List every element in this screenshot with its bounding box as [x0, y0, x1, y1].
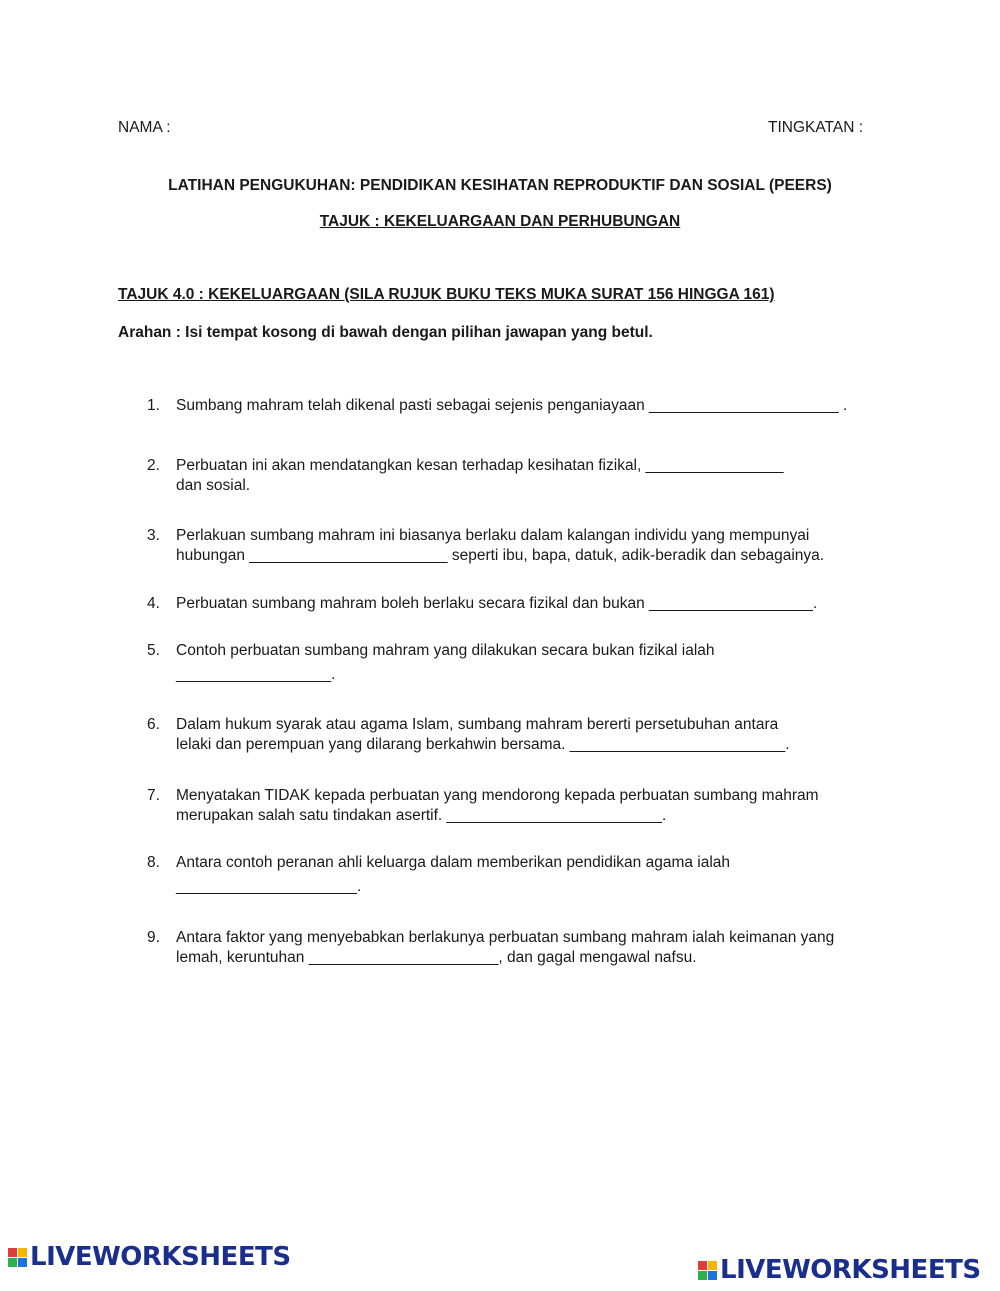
worksheet-subtitle: TAJUK : KEKELUARGAAN DAN PERHUBUNGAN	[319, 213, 681, 230]
question-line: merupakan salah satu tindakan asertif. _________________________.	[176, 807, 667, 824]
instruction-text: Arahan : Isi tempat kosong di bawah dengan pilihan jawapan yang betul.	[118, 324, 653, 341]
brand-text: LIVEWORKSHEETS	[720, 1255, 981, 1285]
question-number: 4.	[147, 595, 160, 612]
question-number: 8.	[147, 854, 160, 871]
question-line: Perbuatan sumbang mahram boleh berlaku secara fizikal dan bukan ___________________.	[176, 595, 818, 612]
question-line: lelaki dan perempuan yang dilarang berkahwin bersama. _________________________.	[176, 736, 790, 753]
section-title: TAJUK 4.0 : KEKELUARGAAN (SILA RUJUK BUKU TEKS MUKA SURAT 156 HINGGA 161)	[118, 286, 775, 303]
question-item-6	[147, 715, 887, 755]
liveworksheets-logo-icon	[698, 1261, 717, 1280]
question-item-2	[147, 456, 887, 496]
question-line: _____________________.	[176, 878, 362, 895]
question-line: __________________.	[176, 666, 336, 683]
name-label: NAMA :	[118, 119, 171, 136]
question-number: 5.	[147, 642, 160, 659]
question-item-9	[147, 928, 887, 968]
question-line: Perlakuan sumbang mahram ini biasanya berlaku dalam kalangan individu yang mempunyai	[176, 527, 810, 544]
question-line: dan sosial.	[176, 477, 251, 494]
question-number: 6.	[147, 716, 160, 733]
question-line: lemah, keruntuhan ______________________, dan gagal mengawal nafsu.	[176, 949, 697, 966]
question-number: 9.	[147, 929, 160, 946]
question-line: Antara contoh peranan ahli keluarga dalam memberikan pendidikan agama ialah	[176, 854, 731, 871]
liveworksheets-logo-left	[8, 1242, 291, 1272]
question-item-3	[147, 526, 887, 566]
question-item-1	[147, 396, 887, 416]
question-number: 1.	[147, 397, 160, 414]
worksheet-title: LATIHAN PENGUKUHAN: PENDIDIKAN KESIHATAN REPRODUKTIF DAN SOSIAL (PEERS)	[168, 177, 832, 194]
question-item-5	[147, 641, 887, 685]
question-line: Contoh perbuatan sumbang mahram yang dilakukan secara bukan fizikal ialah	[176, 642, 715, 659]
question-line: Menyatakan TIDAK kepada perbuatan yang mendorong kepada perbuatan sumbang mahram	[176, 787, 819, 804]
question-number: 2.	[147, 457, 160, 474]
question-item-8	[147, 853, 887, 897]
form-label: TINGKATAN :	[768, 119, 864, 136]
question-line: hubungan _______________________ seperti ibu, bapa, datuk, adik-beradik dan sebagainya.	[176, 547, 825, 564]
question-line: Perbuatan ini akan mendatangkan kesan terhadap kesihatan fizikal, ________________	[176, 457, 784, 474]
question-line: Antara faktor yang menyebabkan berlakunya perbuatan sumbang mahram ialah keimanan yang	[176, 929, 835, 946]
question-line: Sumbang mahram telah dikenal pasti sebagai sejenis penganiayaan ______________________ .	[176, 397, 848, 414]
question-number: 7.	[147, 787, 160, 804]
liveworksheets-logo-icon	[8, 1248, 27, 1267]
brand-text: LIVEWORKSHEETS	[30, 1242, 291, 1272]
question-line: Dalam hukum syarak atau agama Islam, sumbang mahram bererti persetubuhan antara	[176, 716, 779, 733]
question-item-4	[147, 594, 887, 614]
question-number: 3.	[147, 527, 160, 544]
liveworksheets-logo-right	[698, 1255, 981, 1285]
question-item-7	[147, 786, 887, 826]
